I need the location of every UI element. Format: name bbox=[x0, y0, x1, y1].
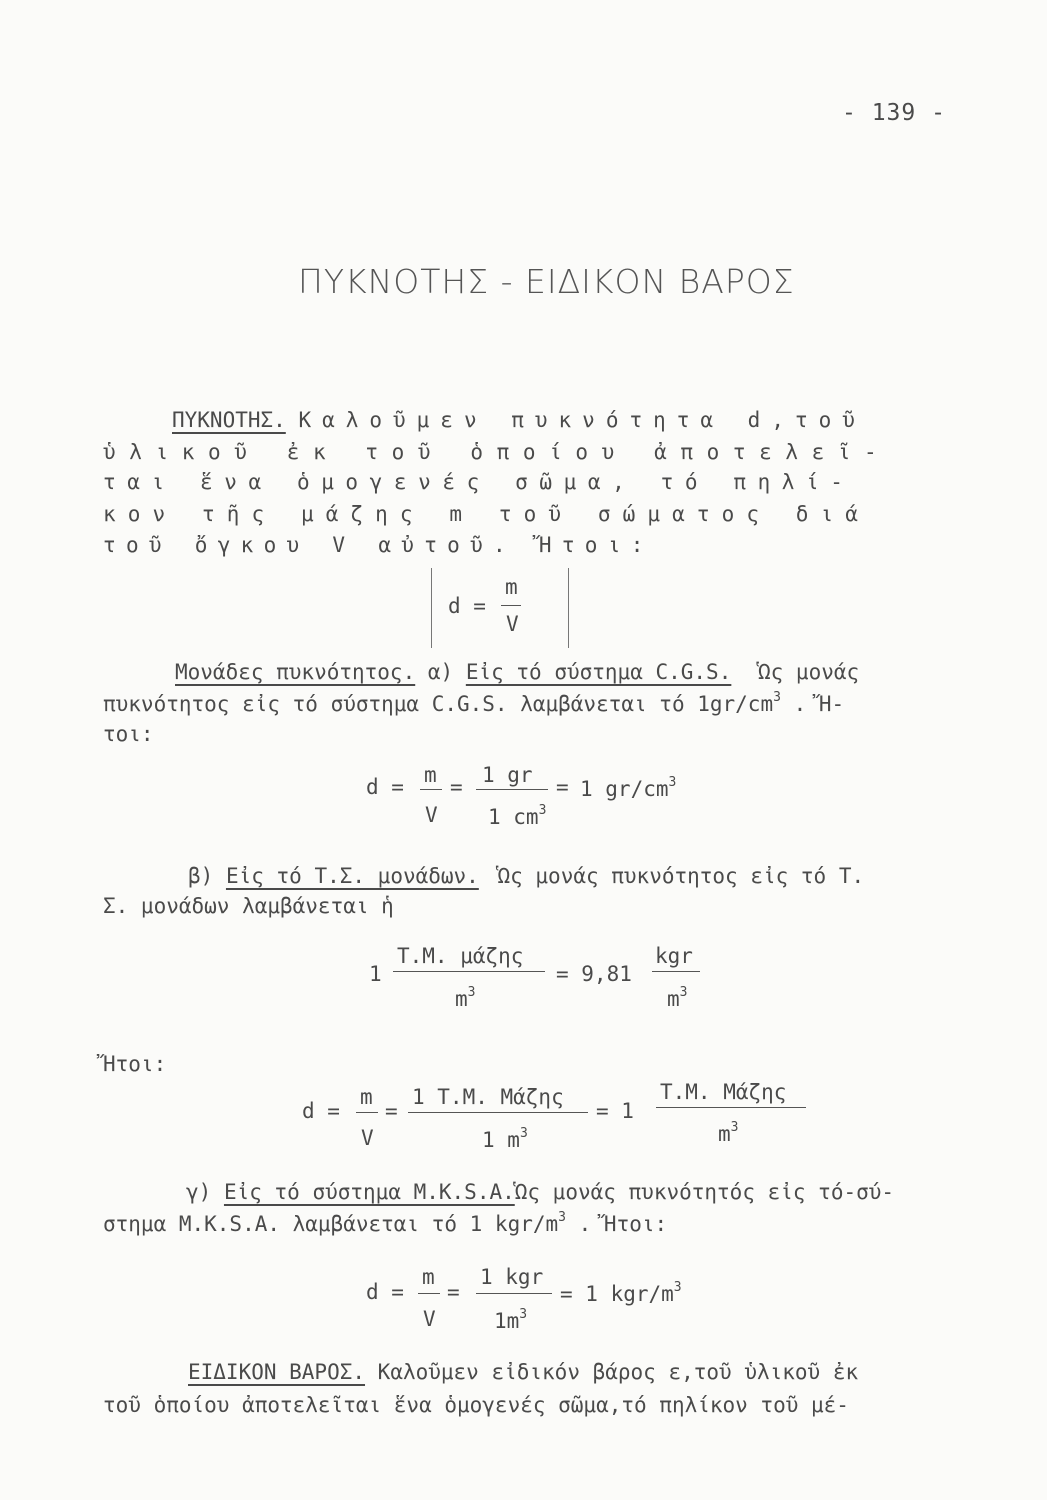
units-system-a: Εἰς τό σύστημα C.G.S. bbox=[465, 660, 732, 684]
ts-line-1 bbox=[188, 864, 864, 888]
ts-unit-one: 1 bbox=[369, 962, 382, 986]
ts-unit-bar-1 bbox=[393, 971, 545, 972]
ts-formula-denominator-2-text: m bbox=[718, 1122, 731, 1146]
units-line-3: τοι: bbox=[103, 722, 154, 746]
mksa-line-2 bbox=[103, 1210, 667, 1236]
units-line-2-exponent: 3 bbox=[773, 690, 781, 705]
mksa-system-c: Εἰς τό σύστημα M.K.S.A. bbox=[223, 1180, 515, 1204]
units-line-2-text: πυκνότητος εἰς τό σύστημα C.G.S. λαμβάνεται τό 1gr/cm bbox=[103, 692, 774, 716]
ts-formula-denominator-2-exp: 3 bbox=[730, 1120, 739, 1135]
ts-formula-numerator-2: Τ.Μ. Μάζης bbox=[660, 1080, 787, 1104]
mksa-label-c: γ) bbox=[186, 1180, 212, 1204]
ts-formula-eq-2: = 1 bbox=[596, 1099, 634, 1123]
ts-unit-denominator-2-text: m bbox=[667, 987, 680, 1011]
cgs-formula-denominator-text: 1 cm bbox=[488, 805, 539, 829]
mksa-line-1-rest: Ὡς μονάς πυκνότητός εἰς τό-σύ- bbox=[514, 1180, 895, 1204]
mksa-formula-bar-2 bbox=[476, 1293, 552, 1294]
ts-formula-bar-2 bbox=[408, 1112, 588, 1113]
density-line-3: ται ἕνα ὁμογενές σῶμα, τό πηλί- bbox=[103, 470, 855, 494]
units-heading: Μονάδες πυκνότητος. bbox=[175, 660, 416, 684]
ts-unit-denominator bbox=[455, 985, 475, 1011]
mksa-formula-denominator bbox=[494, 1307, 527, 1333]
mksa-formula-m: m bbox=[422, 1265, 435, 1289]
mksa-formula-eq-1: = bbox=[447, 1280, 460, 1304]
units-line-1-rest: Ὡς μονάς bbox=[758, 660, 860, 684]
mksa-formula-denominator-exp: 3 bbox=[519, 1307, 528, 1322]
ts-system-b: Εἰς τό Τ.Σ. μονάδων. bbox=[225, 864, 479, 888]
mksa-formula-numerator: 1 kgr bbox=[480, 1265, 544, 1289]
specific-weight-line-2: τοῦ ὁποίου ἀποτελεῖται ἕνα ὁμογενές σῶμα,τό πηλίκον τοῦ μέ- bbox=[103, 1393, 849, 1417]
ts-formula-m: m bbox=[360, 1085, 373, 1109]
cgs-formula-bar-2 bbox=[476, 789, 548, 790]
page-title: ΠΥΚΝΟΤΗΣ - ΕΙΔΙΚΟΝ ΒΑΡΟΣ bbox=[298, 262, 795, 301]
ts-formula-bar-3 bbox=[656, 1107, 806, 1108]
mksa-line-2-exponent: 3 bbox=[558, 1210, 566, 1225]
ts-unit-denominator-exp: 3 bbox=[467, 985, 476, 1000]
density-line-1-text: Καλοῦμεν πυκνότητα d,τοῦ bbox=[298, 408, 866, 432]
ts-formula-denominator-2 bbox=[718, 1120, 738, 1146]
mksa-formula-bar-1 bbox=[418, 1293, 440, 1294]
cgs-formula-result-exp: 3 bbox=[668, 775, 677, 790]
cgs-formula-denominator bbox=[488, 803, 546, 829]
cgs-formula-eq-1: = bbox=[450, 775, 463, 799]
specific-weight-line-1-text: Καλοῦμεν εἰδικόν βάρος ε,τοῦ ὑλικοῦ ἐκ bbox=[377, 1360, 859, 1384]
mksa-formula-d: d = bbox=[366, 1280, 404, 1304]
cgs-formula-denominator-exp: 3 bbox=[538, 803, 547, 818]
mksa-formula-denominator-text: 1m bbox=[494, 1309, 520, 1333]
cgs-formula-bar-1 bbox=[420, 789, 442, 790]
ts-unit-denominator-text: m bbox=[455, 987, 468, 1011]
mksa-line-2-end: . Ἤτοι: bbox=[578, 1212, 668, 1236]
cgs-formula-numerator: 1 gr bbox=[482, 763, 533, 787]
ts-label-b: β) bbox=[188, 864, 214, 888]
formula-box-denominator: V bbox=[506, 612, 519, 636]
specific-weight-heading: ΕΙΔΙΚΟΝ ΒΑΡΟΣ. bbox=[188, 1360, 366, 1384]
cgs-formula-V: V bbox=[425, 803, 438, 827]
ts-formula-denominator-text: 1 m bbox=[482, 1128, 520, 1152]
units-line-1 bbox=[175, 660, 859, 684]
density-line-1 bbox=[172, 408, 866, 432]
page-number: - 139 - bbox=[842, 100, 946, 126]
ts-unit-numerator: Τ.Μ. μάζης bbox=[397, 944, 524, 968]
cgs-formula-d: d = bbox=[366, 775, 404, 799]
ts-unit-denominator-2 bbox=[667, 985, 687, 1011]
mksa-formula-result-exp: 3 bbox=[673, 1280, 682, 1295]
formula-box-lhs: d = bbox=[448, 594, 486, 618]
formula-box-numerator: m bbox=[505, 575, 518, 599]
ts-unit-numerator-2: kgr bbox=[655, 944, 693, 968]
mksa-formula-result bbox=[560, 1280, 682, 1306]
formula-box-fraction-bar bbox=[501, 605, 521, 606]
ts-formula-V: V bbox=[361, 1126, 374, 1150]
ts-unit-denominator-2-exp: 3 bbox=[679, 985, 688, 1000]
units-line-2-end: . Ἤ- bbox=[793, 692, 845, 716]
ts-unit-eq: = 9,81 bbox=[556, 962, 632, 986]
ts-formula-numerator: 1 Τ.Μ. Μάζης bbox=[412, 1085, 564, 1109]
ts-line-2: Σ. μονάδων λαμβάνεται ἡ bbox=[103, 894, 394, 918]
units-label-a: α) bbox=[427, 660, 454, 684]
density-line-5: τοῦ ὄγκου V αὐτοῦ. Ἤτοι: bbox=[103, 533, 654, 557]
ts-formula-d: d = bbox=[302, 1099, 340, 1123]
specific-weight-line-1 bbox=[188, 1360, 858, 1384]
cgs-formula-eq-2: = bbox=[556, 775, 569, 799]
itoi-label: Ἤτοι: bbox=[103, 1052, 167, 1076]
mksa-line-2-text: στημα M.K.S.A. λαμβάνεται τό 1 kgr/m bbox=[103, 1212, 559, 1236]
cgs-formula-result bbox=[580, 775, 676, 801]
units-line-2 bbox=[103, 690, 844, 716]
density-heading: ΠΥΚΝΟΤΗΣ. bbox=[172, 408, 286, 432]
mksa-line-1 bbox=[186, 1180, 894, 1204]
ts-unit-bar-2 bbox=[652, 971, 700, 972]
ts-formula-denominator-exp: 3 bbox=[519, 1126, 528, 1141]
density-line-4: κον τῆς μάζης m τοῦ σώματος διά bbox=[103, 502, 871, 526]
mksa-formula-result-text: = 1 kgr/m bbox=[560, 1282, 674, 1306]
cgs-formula-result-text: 1 gr/cm bbox=[580, 777, 669, 801]
ts-formula-eq-1: = bbox=[385, 1099, 398, 1123]
ts-formula-bar-1 bbox=[356, 1112, 378, 1113]
cgs-formula-m: m bbox=[424, 763, 437, 787]
ts-formula-denominator bbox=[482, 1126, 528, 1152]
ts-line-1-rest: Ὡς μονάς πυκνότητος εἰς τό Τ. bbox=[497, 864, 865, 888]
mksa-formula-V: V bbox=[423, 1307, 436, 1331]
density-line-2: ὑλικοῦ ἐκ τοῦ ὁποίου ἀποτελεῖ- bbox=[103, 440, 891, 464]
